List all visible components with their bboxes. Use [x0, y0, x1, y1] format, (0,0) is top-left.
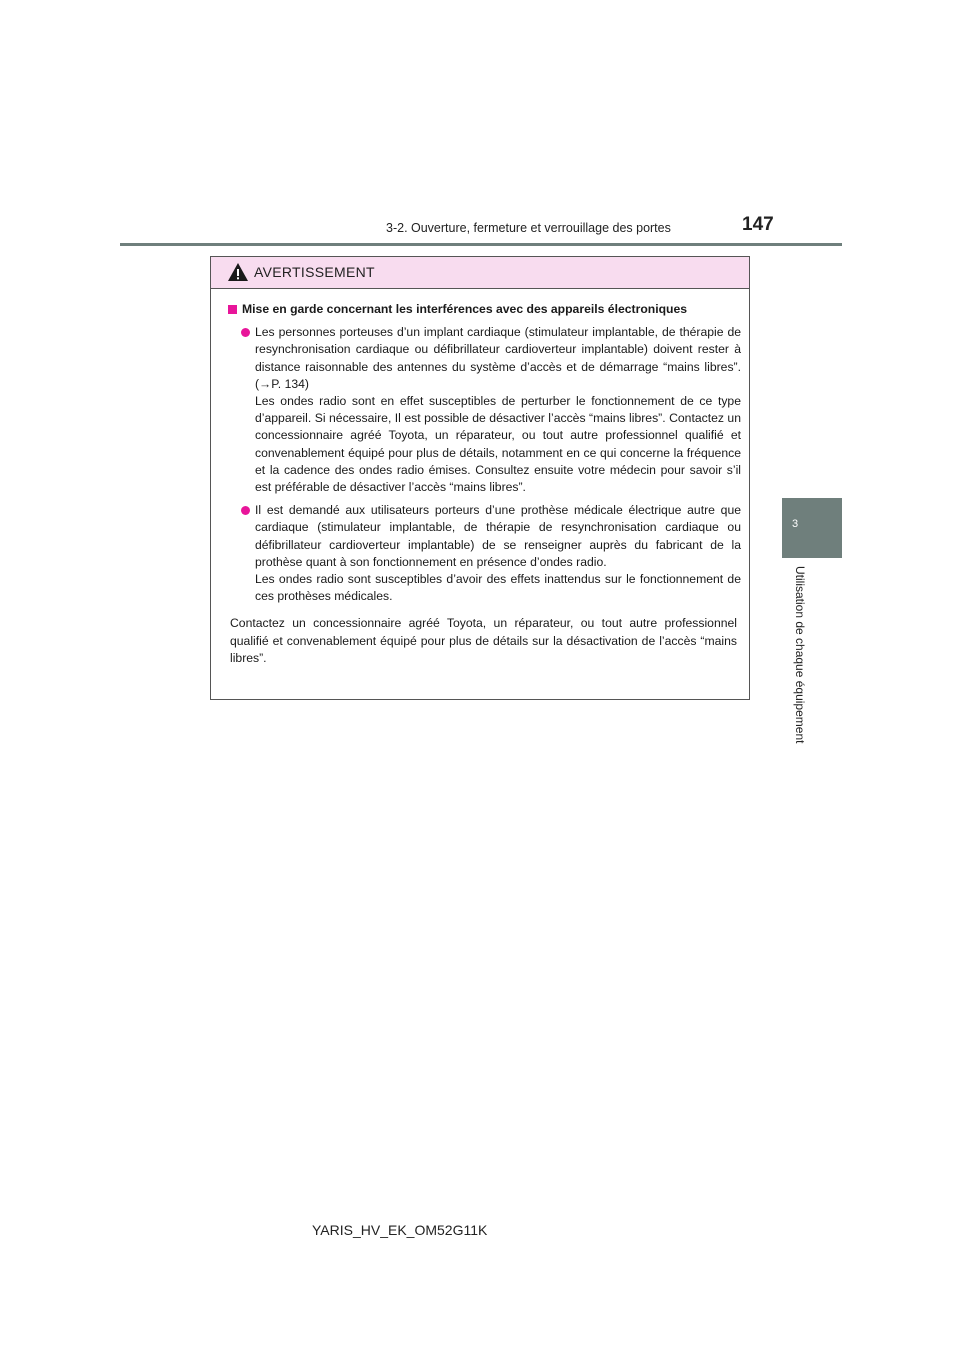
bullet-paragraph: Les ondes radio sont susceptibles d’avoir des effets inattendus sur le fonctionnement de ces prothèses médicales.	[255, 572, 741, 604]
section-title: 3-2. Ouverture, fermeture et verrouillage des portes	[386, 221, 671, 235]
chapter-tab	[782, 498, 842, 558]
bullet-paragraph: Les ondes radio sont en effet susceptibles de perturber le fonctionnement de ce type d’appareil. Si nécessaire, Il est possible de désactiver l’accès “mains libres”. Contactez un concessionnaire agréé Toyota, un réparateur, ou tout autre professionnel qualifié et convenablement équipé pour plus de détails, notamment en ce qui concerne la fréquence et la cadence des ondes radio émises. Consultez ensuite votre médecin pour savoir s’il est préférable de désactiver l’accès “mains libres”.	[255, 394, 741, 495]
chapter-side-title	[793, 566, 807, 766]
warning-triangle-icon	[227, 262, 249, 282]
warning-header	[211, 257, 749, 289]
bullet-paragraph: Il est demandé aux utilisateurs porteurs d’une prothèse médicale électrique autre que cardiaque (stimulateur implantable, de thérapie de resynchronisation cardiaque ou défibrillateur cardioverteur implantable) de se renseigner auprès du fabricant de la prothèse quant à son fonctionnement en présence d’ondes radio.	[255, 503, 741, 569]
round-bullet-icon	[241, 328, 250, 337]
bullet-paragraph: Les personnes porteuses d’un implant cardiaque (stimulateur implantable, de thérapie de resynchronisation cardiaque ou défibrillateur cardioverteur implantable) doivent rester à distance raisonnable des antennes du système d’accès et de démarrage “mains libres”. (→P. 134)	[255, 325, 741, 391]
warning-heading-text: Mise en garde concernant les interférences avec des appareils électroniques	[242, 302, 688, 316]
warning-box	[210, 256, 750, 700]
header-divider	[120, 243, 842, 246]
list-item	[241, 324, 741, 496]
square-bullet-icon	[228, 305, 237, 314]
warning-heading	[228, 301, 741, 318]
list-item	[241, 502, 741, 605]
document-code: YARIS_HV_EK_OM52G11K	[312, 1222, 488, 1238]
chapter-number: 3	[792, 518, 799, 530]
warning-body	[211, 289, 749, 667]
warning-title: AVERTISSEMENT	[254, 264, 375, 280]
round-bullet-icon	[241, 506, 250, 515]
closing-paragraph: Contactez un concessionnaire agréé Toyota, un réparateur, ou tout autre professionnel qualifié et convenablement équipé pour plus de détails sur la désactivation de l’accès “mains libres”.	[230, 616, 737, 665]
page-number: 147	[742, 214, 774, 235]
chapter-title-text: Utilisation de chaque équipement	[793, 566, 807, 744]
